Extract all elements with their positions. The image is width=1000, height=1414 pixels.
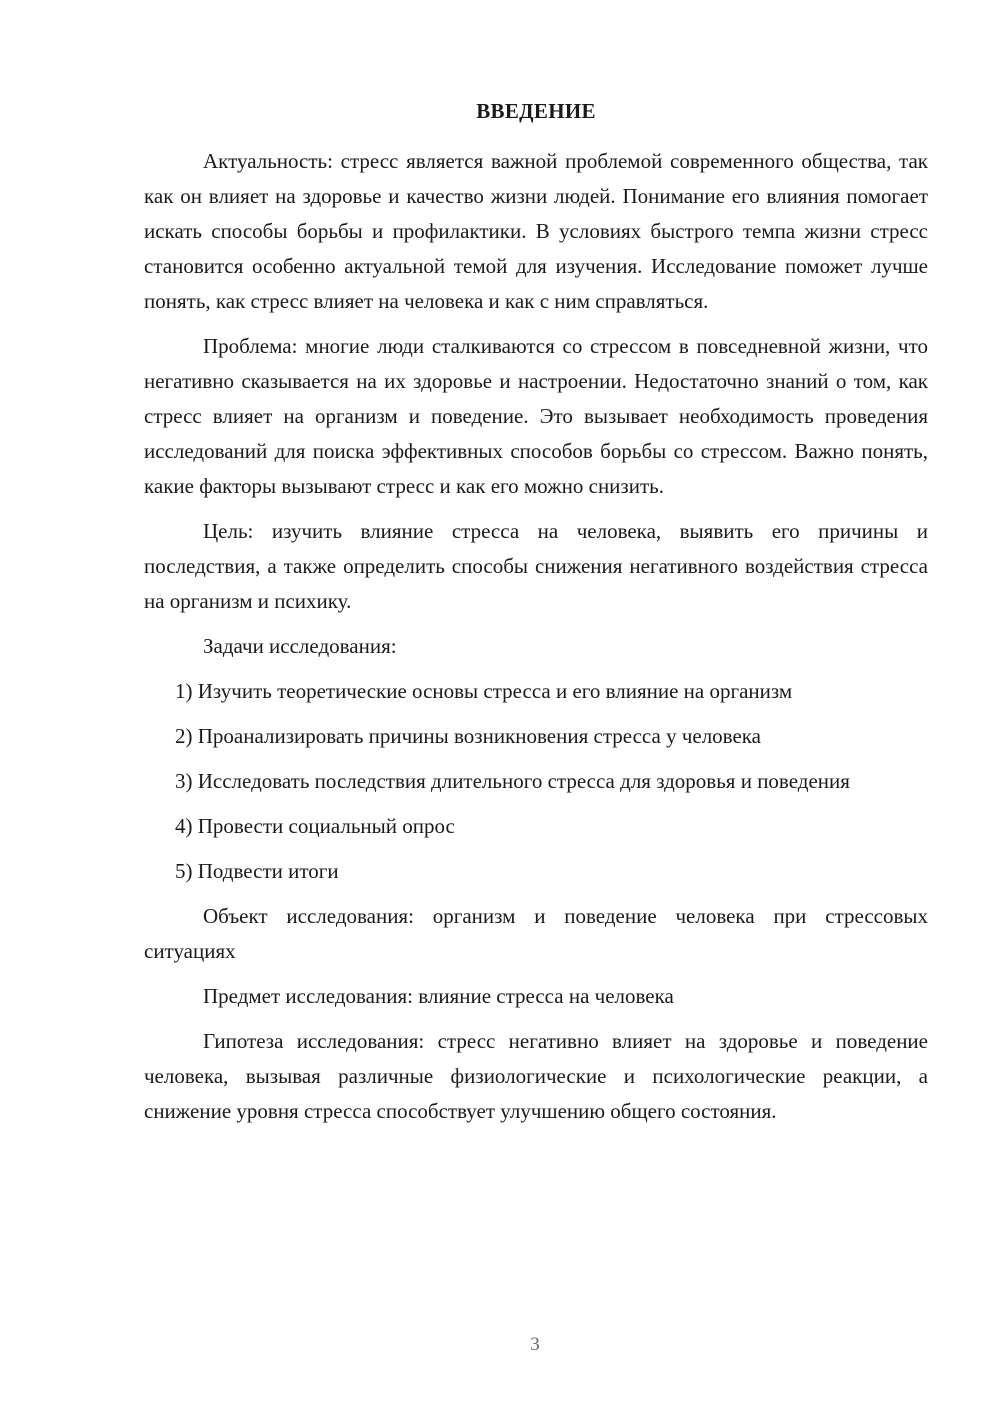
paragraph-problem: Проблема: многие люди сталкиваются со стрессом в повседневной жизни, что негативно сказывается на их здоровье и настроении. Недостаточно знаний о том, как стресс влияет на организм и поведение. Это вызывает необходимость проведения исследований для поиска эффективных способов борьбы со стрессом. Важно понять, какие факторы вызывают стресс и как его можно снизить. [144,334,928,498]
tasks-heading: Задачи исследования: [203,634,397,658]
task-item-1: 1) Изучить теоретические основы стресса и его влияние на организм [175,679,793,703]
section-heading: ВВЕДЕНИЕ [476,99,596,123]
task-item-4: 4) Провести социальный опрос [175,814,455,838]
document-page [144,96,928,1139]
paragraph-subject: Предмет исследования: влияние стресса на человека [203,984,674,1008]
task-item-5: 5) Подвести итоги [175,859,339,883]
task-item-2: 2) Проанализировать причины возникновения стресса у человека [175,724,762,748]
paragraph-relevance: Актуальность: стресс является важной проблемой современного общества, так как он влияет на здоровье и качество жизни людей. Понимание его влияния помогает искать способы борьбы и профилактики. В условиях быстрого темпа жизни стресс становится особенно актуальной темой для изучения. Исследование поможет лучше понять, как стресс влияет на человека и как с ним справляться. [144,149,928,313]
page-number: 3 [530,1334,540,1355]
paragraph-object: Объект исследования: организм и поведение человека при стрессовых ситуациях [144,904,928,963]
paragraph-hypothesis: Гипотеза исследования: стресс негативно влияет на здоровье и поведение человека, вызывая различные физиологические и психологические реакции, а снижение уровня стресса способствует улучшению общего состояния. [144,1029,928,1123]
paragraph-goal: Цель: изучить влияние стресса на человека, выявить его причины и последствия, а также определить способы снижения негативного воздействия стресса на организм и психику. [144,519,928,613]
task-item-3: 3) Исследовать последствия длительного стресса для здоровья и поведения [175,769,850,793]
